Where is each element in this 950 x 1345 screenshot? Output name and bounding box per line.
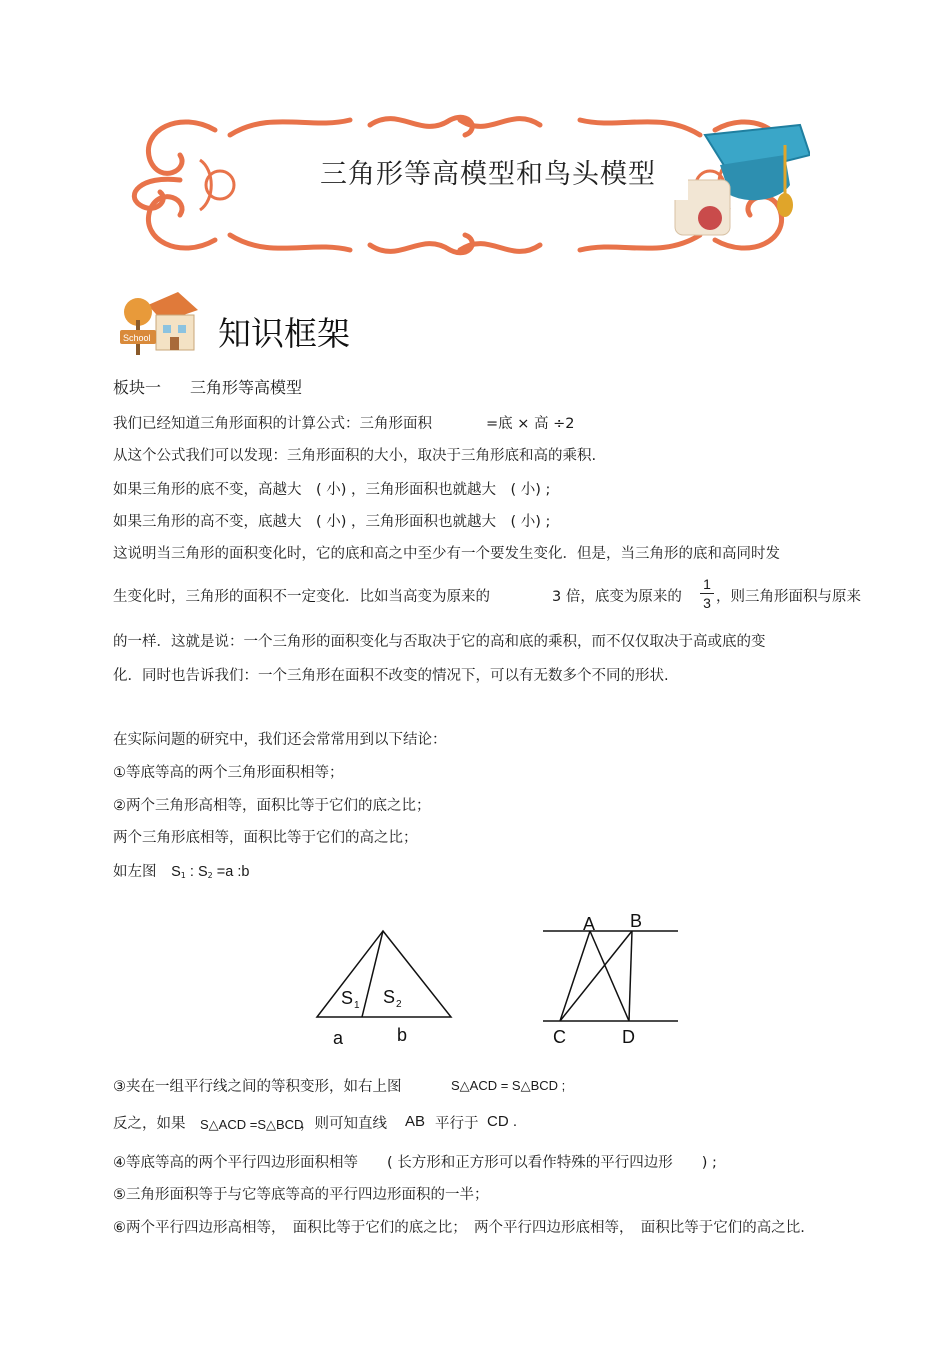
label-point-d: D [622,1027,635,1047]
converse-rest: ，则可知直线 [300,1116,387,1132]
parallel-to: 平行于 [435,1116,479,1132]
ratio-eq: =a :b [212,864,250,880]
label-s1-sub: 1 [354,1000,360,1011]
text-line: 化．同时也告诉我们：一个三角形在面积不改变的情况下，可以有无数多个不同的形状. [113,668,669,684]
text-line: 如果三角形的高不变，底越大 ( 小) ，三角形面积也就越大 ( 小) ; [113,514,551,530]
triangle-diagram [300,920,470,1050]
label-a: a [333,1028,344,1048]
text-line: 这说明当三角形的面积变化时，它的底和高之中至少有一个要发生变化．但是，当三角形的底和高同时发 [113,546,780,562]
parallel-lines-diagram [540,905,685,1050]
label-s2-sub: 2 [396,999,402,1010]
converse-intro: 反之，如果 [113,1116,186,1132]
fraction-one-third [700,576,714,611]
conclusion-item: ④等底等高的两个平行四边形面积相等 ( 长方形和正方形可以看作特殊的平行四边形 ) ; [113,1155,717,1171]
label-s2: S [383,987,396,1007]
conclusion-item: ①等底等高的两个三角形面积相等； [113,765,344,781]
conclusion-item: ⑥两个平行四边形高相等， 面积比等于它们的底之比； 两个平行四边形底相等， 面积比等于它们的高之比. [113,1220,805,1236]
label-point-b: B [630,911,643,931]
ratio-s1: S [171,864,181,880]
text-line: 如果三角形的底不变，高越大 ( 小) ，三角形面积也就越大 ( 小) ; [113,482,551,498]
label-point-c: C [553,1027,566,1047]
label-point-a: A [583,914,596,934]
equal-area-formula: S△ACD = S△BCD ; [451,1078,566,1093]
ratio-intro: 如左图 [113,864,157,880]
text-line: ，则三角形面积与原来 [716,589,861,605]
block-name: 三角形等高模型 [190,378,303,397]
label-s1: S [341,988,354,1008]
text-line: 的一样．这就是说：一个三角形的面积变化与否取决于它的高和底的乘积，而不仅仅取决于高或底的变 [113,634,766,650]
text-line: 在实际问题的研究中，我们还会常常用到以下结论： [113,732,447,748]
formula-expr: =底 × 高 ÷2 [486,416,575,432]
section-title: 知识框架 [218,314,350,353]
conclusion-item: ②两个三角形高相等，面积比等于它们的底之比； [113,798,431,814]
ratio-line [113,860,249,881]
line-ab: AB [405,1113,426,1130]
fraction-numerator: 1 [703,576,711,592]
converse-formula: S△ACD =S△BCD [200,1117,304,1132]
graduation-cap-icon [675,125,810,235]
label-b: b [397,1025,408,1045]
ratio-s1-sub: 1 [180,871,186,880]
page-title: 三角形等高模型和鸟头模型 [288,150,688,200]
ratio-s2-sub: 2 [207,871,213,880]
school-house-icon [118,290,200,360]
conclusion-item: ⑤三角形面积等于与它等底等高的平行四边形面积的一半； [113,1187,489,1203]
conclusion-item: 两个三角形底相等，面积比等于它们的高之比； [113,830,418,846]
fraction-denominator: 3 [703,595,711,611]
line-cd: CD . [487,1113,517,1130]
text-line: 从这个公式我们可以发现：三角形面积的大小，取决于三角形底和高的乘积. [113,448,597,464]
conclusion-item: ③夹在一组平行线之间的等积变形，如右上图 [113,1079,402,1095]
formula-intro: 我们已经知道三角形面积的计算公式：三角形面积 [113,416,432,432]
block-label: 板块一 [113,378,162,397]
ratio-colon: : S [185,864,208,880]
text-line: 3 倍，底变为原来的 [552,589,682,605]
text-line: 生变化时，三角形的面积不一定变化．比如当高变为原来的 [113,589,490,605]
svg-text:School: School [123,333,151,343]
